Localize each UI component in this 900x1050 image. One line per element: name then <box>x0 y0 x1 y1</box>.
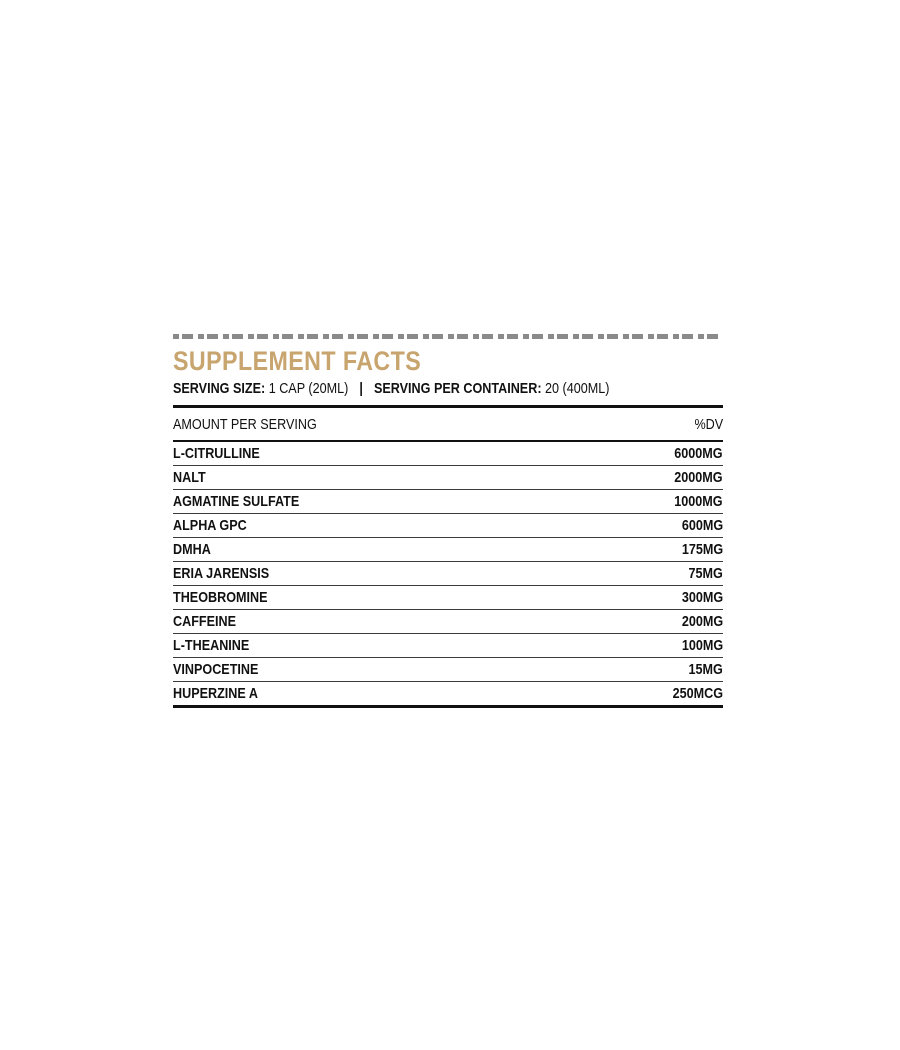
ingredient-amount: 2000MG <box>674 469 723 486</box>
serving-size-value: 1 CAP (20ML) <box>268 380 349 397</box>
ingredient-name: CAFFEINE <box>173 613 236 630</box>
table-row <box>173 658 723 682</box>
ingredient-name: L-THEANINE <box>173 637 250 654</box>
ingredient-rows <box>173 442 723 705</box>
ingredient-name: ERIA JARENSIS <box>173 565 270 582</box>
table-row <box>173 538 723 562</box>
ingredient-name: ALPHA GPC <box>173 517 247 534</box>
cropped-text-strip <box>173 334 723 339</box>
ingredient-name: DMHA <box>173 541 211 558</box>
ingredient-name: AGMATINE SULFATE <box>173 493 300 510</box>
serving-separator: | <box>359 380 363 397</box>
servings-per-container-value: 20 (400ML) <box>545 380 610 397</box>
supplement-facts-label <box>173 320 723 708</box>
ingredient-amount: 175MG <box>681 541 723 558</box>
header-daily-value: %DV <box>694 415 723 433</box>
table-row <box>173 634 723 658</box>
ingredient-name: THEOBROMINE <box>173 589 268 606</box>
ingredient-amount: 300MG <box>681 589 723 606</box>
table-row <box>173 682 723 705</box>
serving-info <box>173 378 635 400</box>
ingredient-name: HUPERZINE A <box>173 685 258 702</box>
label-title: SUPPLEMENT FACTS <box>173 346 422 376</box>
ingredient-amount: 600MG <box>681 517 723 534</box>
cropped-warning-text <box>173 320 723 342</box>
serving-size-label: SERVING SIZE: <box>173 380 266 397</box>
ingredients-table <box>173 405 723 708</box>
ingredient-name: L-CITRULLINE <box>173 445 260 462</box>
ingredient-amount: 200MG <box>681 613 723 630</box>
header-amount-per-serving: AMOUNT PER SERVING <box>173 415 317 433</box>
ingredient-amount: 100MG <box>681 637 723 654</box>
ingredient-amount: 15MG <box>688 661 723 678</box>
table-row <box>173 586 723 610</box>
servings-per-container-label: SERVING PER CONTAINER: <box>373 380 542 397</box>
ingredient-amount: 75MG <box>688 565 723 582</box>
table-row <box>173 610 723 634</box>
table-row <box>173 514 723 538</box>
ingredient-amount: 6000MG <box>674 445 723 462</box>
table-row <box>173 562 723 586</box>
table-row <box>173 466 723 490</box>
table-row <box>173 490 723 514</box>
table-row <box>173 442 723 466</box>
ingredient-amount: 1000MG <box>674 493 723 510</box>
ingredient-amount: 250MCG <box>672 685 723 702</box>
table-header-row <box>173 408 723 442</box>
ingredient-name: NALT <box>173 469 206 486</box>
ingredient-name: VINPOCETINE <box>173 661 259 678</box>
